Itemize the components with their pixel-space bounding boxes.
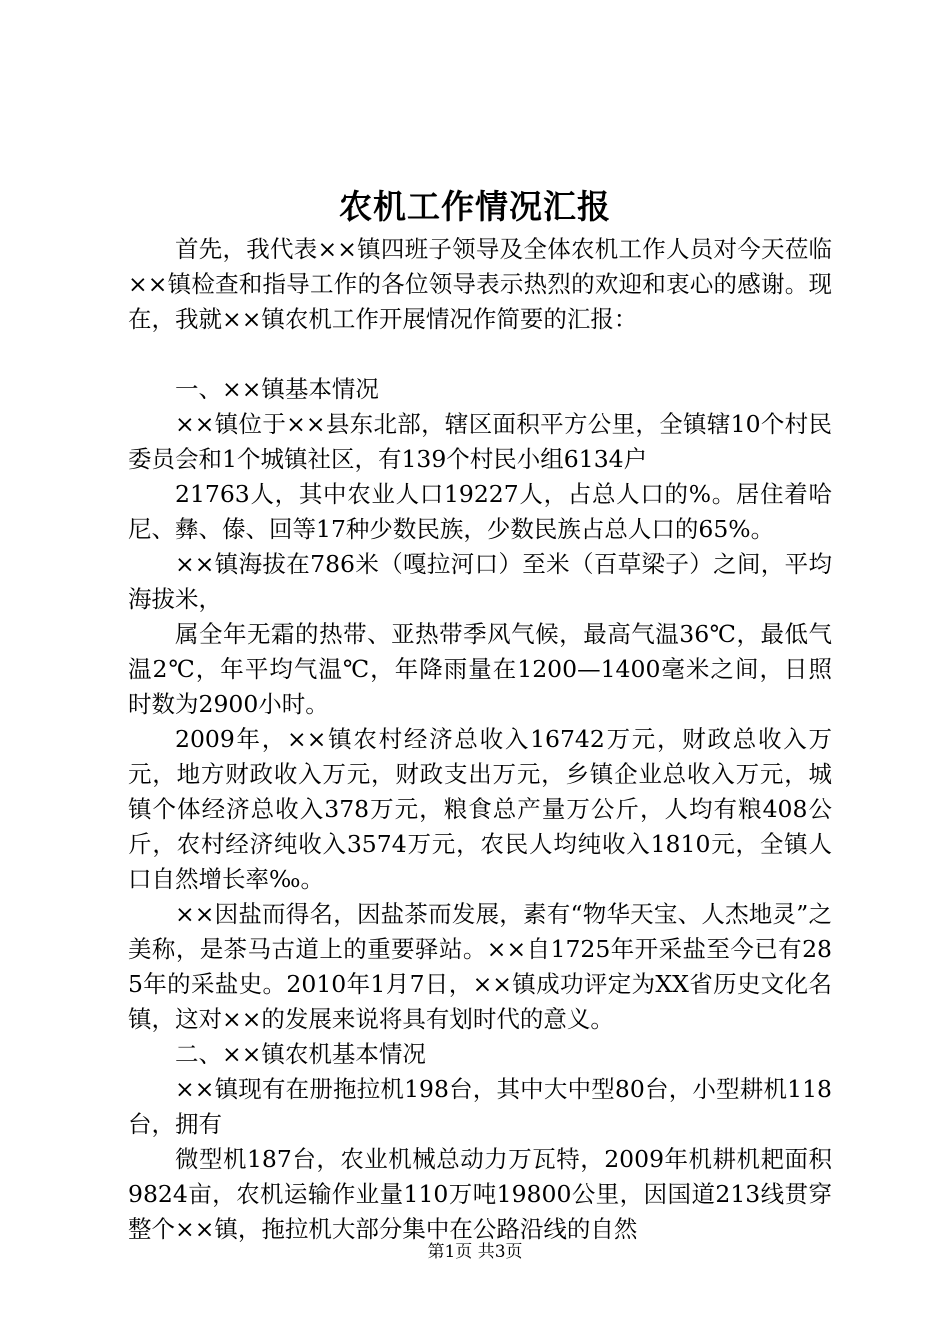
document-body [128, 232, 832, 1247]
paragraph: 属全年无霜的热带、亚热带季风气候，最高气温36℃，最低气温2℃，年平均气温℃，年降雨量在1200—1400毫米之间，日照时数为2900小时。 [128, 620, 832, 718]
paragraph: 2009年，××镇农村经济总收入16742万元，财政总收入万元，地方财政收入万元，财政支出万元，乡镇企业总收入万元，城镇个体经济总收入378万元，粮食总产量万公斤，人均有粮408公斤，农村经济纯收入3574万元，农民人均纯收入1810元，全镇人口自然增长率‰。 [128, 725, 832, 893]
paragraph: ××因盐而得名，因盐茶而发展，素有“物华天宝、人杰地灵”之美称，是茶马古道上的重要驿站。××自1725年开采盐至今已有285年的采盐史。2010年1月7日，××镇成功评定为XX省历史文化名镇，这对××的发展来说将具有划时代的意义。 [128, 900, 832, 1033]
paragraph: ××镇海拔在786米（嘎拉河口）至米（百草梁子）之间，平均海拔米， [128, 550, 832, 613]
paragraph: ××镇现有在册拖拉机198台，其中大中型80台，小型耕机118台，拥有 [128, 1075, 832, 1138]
paragraph-intro: 首先，我代表××镇四班子领导及全体农机工作人员对今天莅临××镇检查和指导工作的各位领导表示热烈的欢迎和衷心的感谢。现在，我就××镇农机工作开展情况作简要的汇报： [128, 235, 832, 333]
section-heading-1: 一、××镇基本情况 [175, 375, 379, 403]
paragraph: ××镇位于××县东北部，辖区面积平方公里，全镇辖10个村民委员会和1个城镇社区，有139个村民小组6134户 [128, 410, 832, 473]
section-heading-2: 二、××镇农机基本情况 [175, 1040, 426, 1068]
paragraph: 微型机187台，农业机械总动力万瓦特，2009年机耕机耙面积9824亩，农机运输作业量110万吨19800公里，因国道213线贯穿整个××镇，拖拉机大部分集中在公路沿线的自然 [128, 1145, 832, 1243]
page-footer: 第1页 共3页 [427, 1242, 523, 1262]
paragraph: 21763人，其中农业人口19227人，占总人口的%。居住着哈尼、彝、傣、回等17种少数民族，少数民族占总人口的65%。 [128, 480, 832, 543]
document-title: 农机工作情况汇报 [339, 187, 611, 226]
